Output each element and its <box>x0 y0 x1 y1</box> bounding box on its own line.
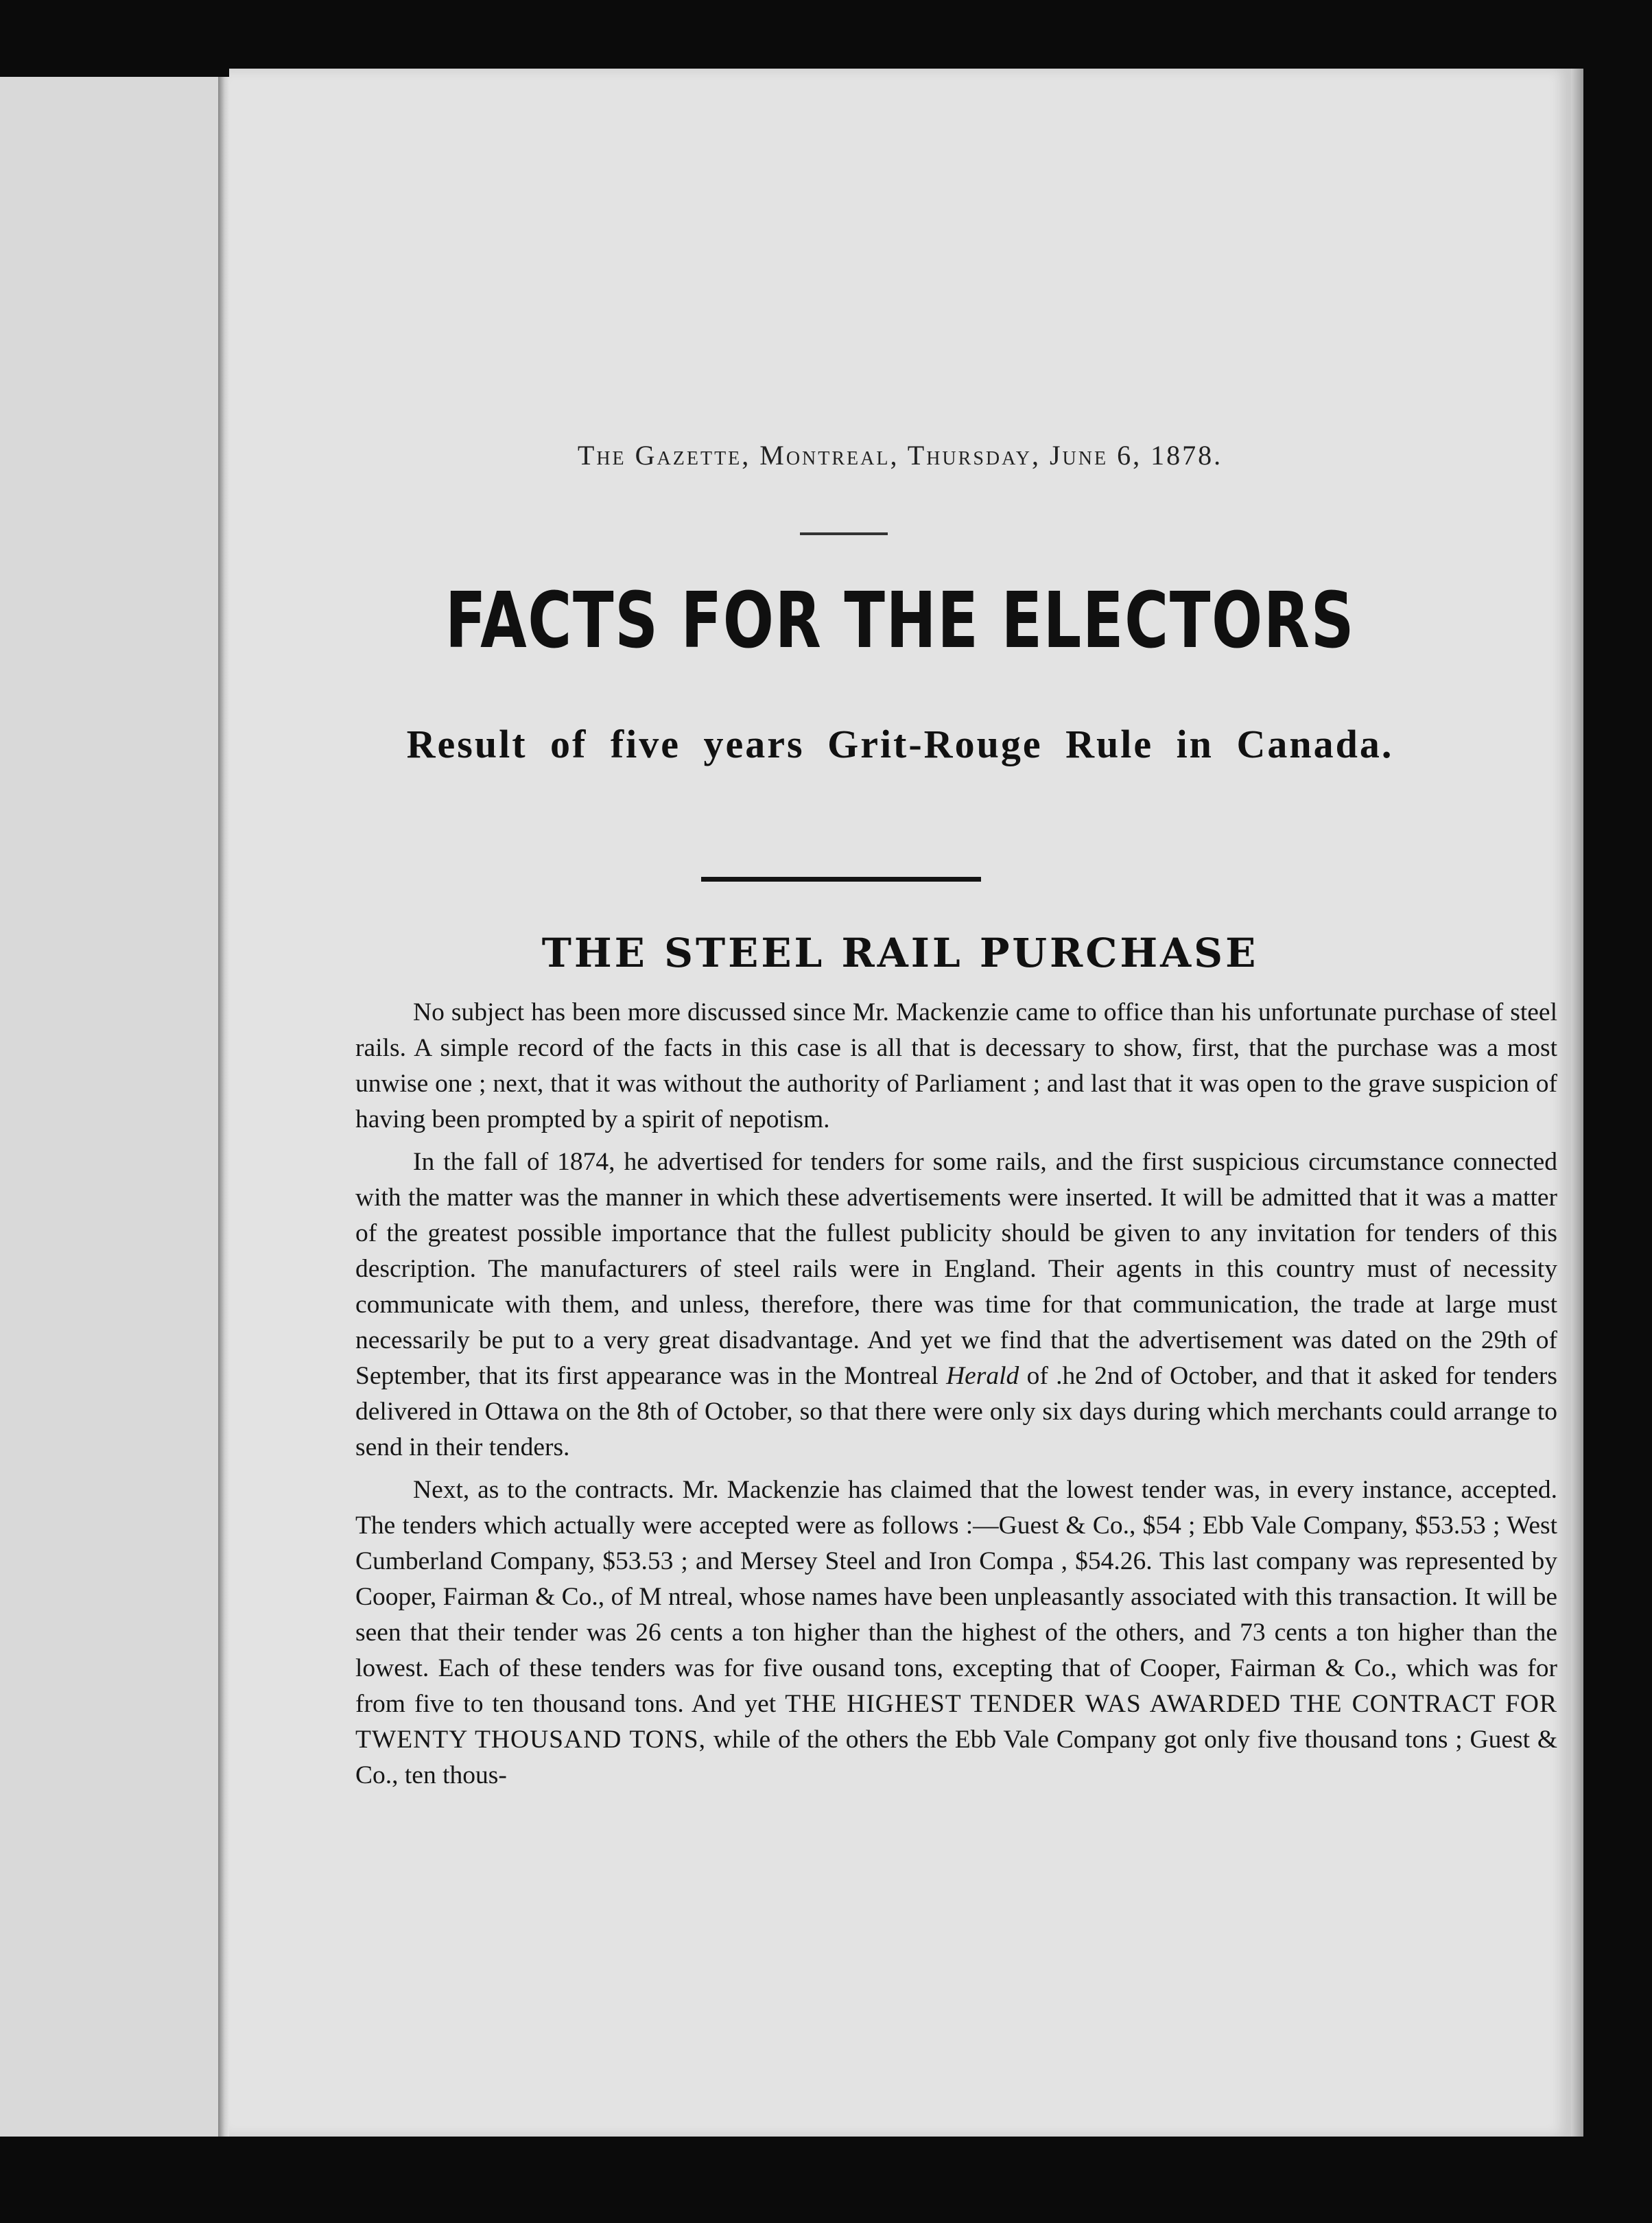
paragraph <box>355 1472 1557 1793</box>
paragraph-text: of .he 2nd of October, and that it asked for tenders delivered in Ottawa on the 8th of October, so that there were only six days during which merchants could arrange to send in their tenders. <box>355 1362 1557 1461</box>
emphasis-caps: THE HIGHEST TENDER WAS AWARDED THE CONTRACT FOR TWENTY THOUSAND TONS, <box>355 1690 1558 1754</box>
short-divider <box>800 532 888 535</box>
paragraph-text: In the fall of 1874, he advertised for tenders for some rails, and the first suspicious circumstance connected with the matter was the manner in which these advertisements were inserted. It will be admitted that it was a matter of the greatest possible importance that the fullest publicity should be given to any invitation for tenders of this description. The manufacturers of steel rails were in England. Their agents in this country must of necessity communicate with them, and unless, therefore, there was time for that communication, the trade at large must necessarily be put to a very great disadvantage. And yet we find that the advertisement was dated on the 29th of September, that its first appearance was in the Montreal <box>355 1148 1557 1390</box>
subheadline: Result of five years Grit-Rouge Rule in Canada. <box>406 722 1394 766</box>
page-gutter <box>218 77 229 2137</box>
headline: FACTS FOR THE ELECTORS <box>445 576 1356 666</box>
long-divider <box>701 877 981 882</box>
dateline: The Gazette, Montreal, Thursday, June 6, 1878. <box>577 440 1223 471</box>
paragraph: No subject has been more discussed since Mr. Mackenzie came to office than his unfortunate purchase of steel rails. A simple record of the facts in this case is all that is decessary to show, first, that the purchase was a most unwise one ; next, that it was without the authority of Parliament ; and last that it was open to the grave suspicion of having been prompted by a spirit of nepotism. <box>355 998 1557 1133</box>
paragraph-text: while of the others the Ebb Vale Company got only five thousand tons ; Guest & Co., ten thous- <box>355 1726 1558 1789</box>
page-right-edge <box>1571 69 1583 2137</box>
paragraph-text: Next, as to the contracts. Mr. Mackenzie has claimed that the lowest tender was, in every instance, accepted. The tenders which actually were accepted were as follows :—Guest & Co., $54 ; Ebb Vale Company, $53.53 ; West Cumberland Company, $53.53 ; and Mersey Steel and Iron Compa , $54.26. This last company was represented by Cooper, Fairman & Co., of M ntreal, whose names have been unpleasantly associated with this transaction. It will be seen that their tender was 26 cents a ton higher than the highest of the others, and 73 cents a ton higher than the lowest. Each of these tenders was for five ousand tons, excepting that of Cooper, Fairman & Co., which was for from five to ten thousand tons. And yet <box>355 1476 1557 1718</box>
paragraph <box>355 1144 1557 1466</box>
newspaper-name: Herald <box>946 1362 1019 1390</box>
document-page <box>229 69 1571 2137</box>
section-title: THE STEEL RAIL PURCHASE <box>541 930 1259 976</box>
facing-page-edge <box>0 77 218 2137</box>
article-body <box>355 995 1557 1800</box>
